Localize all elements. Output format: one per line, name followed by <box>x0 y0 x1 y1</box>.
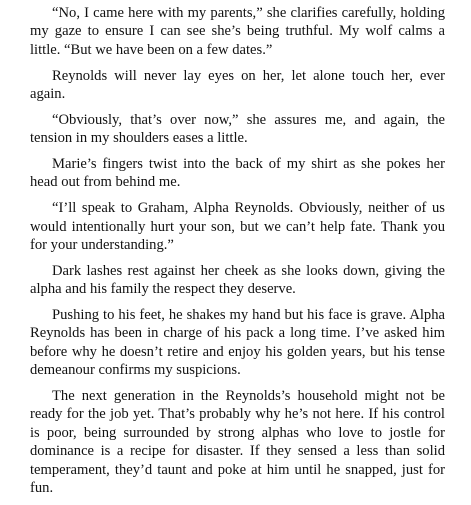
paragraph-3: “Obviously, that’s over now,” she assures me, and again, the tension in my shoulders eases a little. <box>30 111 445 147</box>
document-page <box>30 4 445 505</box>
paragraph-8: The next generation in the Reynolds’s household might not be ready for the job yet. That’s probably why he’s not here. If his control is poor, being surrounded by strong alphas who love to jostle for dominance is a recipe for disaster. If they sensed a less than solid temperament, they’d taunt and poke at him until he snapped, just for fun. <box>30 388 445 497</box>
paragraph-5: “I’ll speak to Graham, Alpha Reynolds. Obviously, neither of us would intentionally hurt your son, but we can’t help fate. Thank you for your understanding.” <box>30 200 445 254</box>
paragraph-4: Marie’s fingers twist into the back of my shirt as she pokes her head out from behind me. <box>30 156 445 191</box>
paragraph-7: Pushing to his feet, he shakes my hand but his face is grave. Alpha Reynolds has been in charge of his pack a long time. I’ve asked him before why he doesn’t retire and enjoy his golden years, but his tense demeanour confirms my suspicions. <box>30 307 445 379</box>
paragraph-1: “No, I came here with my parents,” she clarifies carefully, holding my gaze to ensure I can see she’s being truthful. My wolf calms a little. “But we have been on a few dates.” <box>30 5 445 58</box>
paragraph-2: Reynolds will never lay eyes on her, let alone touch her, ever again. <box>30 67 445 103</box>
paragraph-6: Dark lashes rest against her cheek as she looks down, giving the alpha and his family the respect they deserve. <box>30 262 445 298</box>
